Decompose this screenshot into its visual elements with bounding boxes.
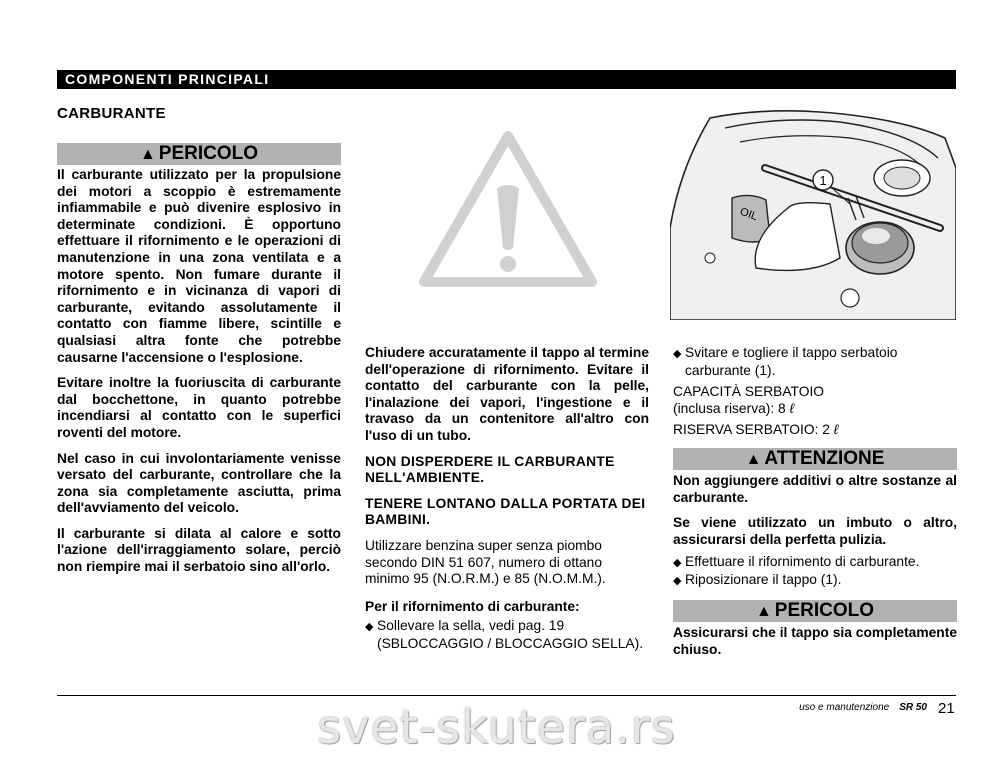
section-title: CARBURANTE: [57, 105, 166, 122]
warning-triangle-icon: ▲: [139, 146, 156, 163]
middle-column: [365, 345, 649, 662]
liter-unit: ℓ: [833, 422, 839, 438]
left-column: [57, 167, 341, 585]
section-header-bar: COMPONENTI PRINCIPALI: [57, 70, 956, 89]
diamond-bullet-icon: ◆: [673, 348, 682, 360]
danger-warning-bar-2: [673, 600, 957, 622]
list-item: ◆ Svitare e togliere il tappo serbatoio carburante (1).: [673, 345, 898, 378]
cap-closed-paragraph: Assicurarsi che il tappo sia completamente chiuso.: [673, 625, 957, 657]
fuel-tank-illustration: [670, 108, 956, 320]
diamond-bullet-icon: ◆: [673, 557, 682, 570]
attention-label: ATTENZIONE: [764, 448, 885, 469]
danger-label: PERICOLO: [774, 600, 875, 621]
page-number: 21: [938, 700, 955, 717]
callout-number: 1: [819, 173, 827, 188]
dry-area-paragraph: Nel caso in cui involontariamente venisse versato del carburante, controllare che la zona sia completamente asciutta, prima dell'avviamento del veicolo.: [57, 450, 341, 516]
additives-paragraph: Non aggiungere additivi o altre sostanze al carburante.: [673, 473, 957, 505]
warning-triangle-icon: ▲: [745, 451, 762, 468]
cap-closed-block: [673, 625, 957, 667]
tank-reserve: RISERVA SERBATOIO: 2 ℓ: [673, 422, 839, 438]
refuel-intro: Per il rifornimento di carburante:: [365, 598, 580, 614]
liter-unit: ℓ: [789, 400, 795, 416]
list-item: ◆ Sollevare la sella, vedi pag. 19 (SBLOCCAGGIO / BLOCCAGGIO SELLA).: [365, 618, 644, 651]
expansion-paragraph: Il carburante si dilata al calore e sotto l'azione dell'irraggiamento solare, perciò non riempire mai il serbatoio sino all'orlo.: [57, 525, 341, 575]
children-paragraph: TENERE LONTANO DALLA PORTATA DEI BAMBINI.: [365, 495, 646, 528]
danger-paragraph: Il carburante utilizzato per la propulsione dei motori a scoppio è estremamente infiammabile e può divenire esplosivo in determinate condizioni. È opportuno effettuare il rifornimento e le operazioni di manutenzione in una zona ventilata e a motore spento. Non fumare durante il rifornimento e in vicinanza di vapori di carburante, evitando assolutamente il contatto con fiamme libere, scintille e qualsiasi altra fonte che potrebbe causarne l'accensione o l'esplosione.: [57, 167, 341, 365]
model-name: SR 50: [899, 702, 927, 713]
oil-label: OIL: [738, 205, 760, 223]
spill-paragraph: Evitare inoltre la fuoriuscita di carburante dal bocchettone, in quanto potrebbe incendiarsi al contatto con le superfici roventi del motore.: [57, 375, 341, 440]
environment-paragraph: NON DISPERDERE IL CARBURANTE NELL'AMBIENTE.: [365, 453, 615, 486]
doc-title: uso e manutenzione: [799, 702, 890, 713]
fuel-spec-paragraph: Utilizzare benzina super senza piombo secondo DIN 51 607, numero di ottano minimo 95 (N.O.R.M.) e 85 (N.O.M.M.).: [365, 537, 606, 587]
warning-triangle-icon: ▲: [755, 603, 772, 620]
list-item: ◆ Riposizionare il tappo (1).: [673, 572, 957, 590]
danger-warning-bar: [57, 143, 341, 165]
close-cap-paragraph: Chiudere accuratamente il tappo al termine dell'operazione di rifornimento. Evitare il contatto del carburante con la pelle, l'inalazione dei vapori, l'ingestione e il travaso da un contenitore all'altro con l'uso di un tubo.: [365, 345, 649, 443]
danger-label: PERICOLO: [158, 143, 259, 164]
tank-capacity: CAPACITÀ SERBATOIO (inclusa riserva): 8 ℓ: [673, 384, 825, 416]
right-column: [673, 345, 957, 448]
large-warning-triangle-icon: [418, 130, 598, 290]
watermark: svet-skutera.rs: [317, 700, 676, 754]
funnel-paragraph: Se viene utilizzato un imbuto o altro, assicurarsi della perfetta pulizia.: [673, 515, 957, 547]
attention-block: [673, 473, 957, 599]
footer-divider: [57, 695, 956, 696]
list-item: ◆ Effettuare il rifornimento di carburante.: [673, 554, 957, 572]
diamond-bullet-icon: ◆: [673, 574, 682, 587]
attention-warning-bar: [673, 448, 957, 470]
diamond-bullet-icon: ◆: [365, 621, 374, 634]
